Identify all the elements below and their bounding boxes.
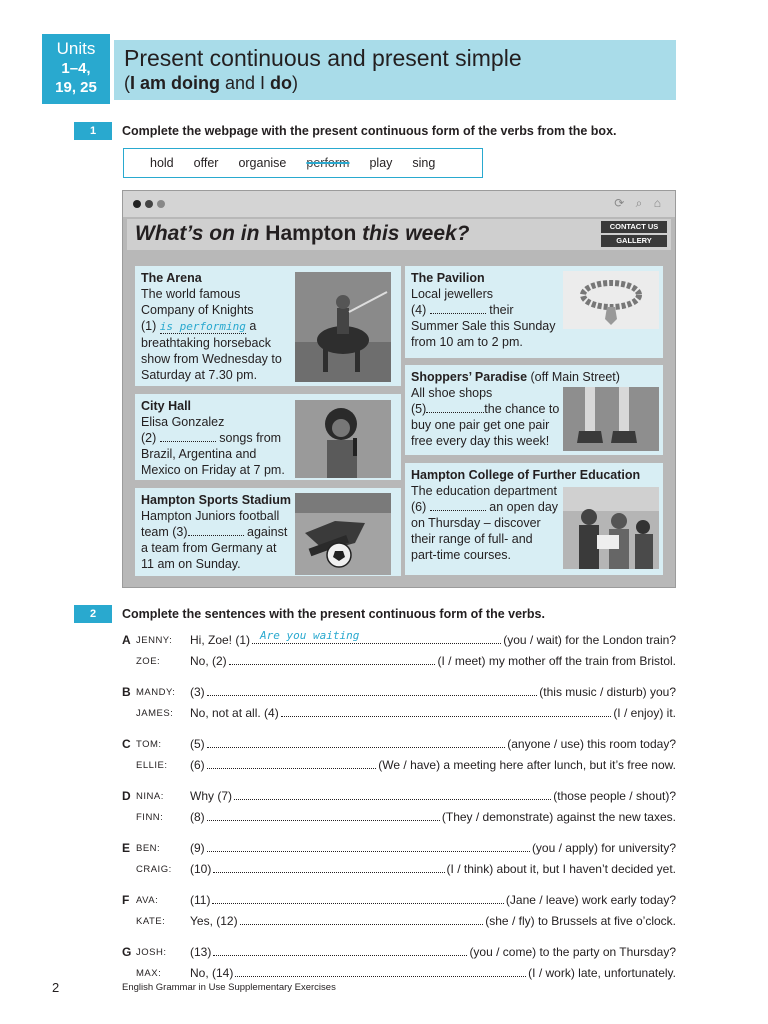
college-text: their range of full- and bbox=[411, 532, 533, 546]
verb-cue: (anyone / use) this room today? bbox=[507, 737, 676, 751]
arena-text: a bbox=[249, 319, 257, 333]
speaker-name: JOSH: bbox=[136, 947, 167, 958]
window-dot-icon bbox=[133, 200, 141, 208]
verb-box bbox=[123, 148, 483, 178]
subtitle-close: ) bbox=[292, 73, 299, 93]
gap-number: (2) bbox=[141, 431, 157, 445]
verb-hold: hold bbox=[150, 156, 174, 170]
answer-blank bbox=[430, 501, 486, 511]
dialogue-letter: A bbox=[122, 633, 131, 647]
sentence-start: No, (2) bbox=[190, 654, 227, 668]
shoppers-location: (off Main Street) bbox=[530, 370, 620, 384]
dialogue-letter: E bbox=[122, 841, 131, 855]
webpage-header bbox=[127, 219, 671, 250]
verb-cue: (They / demonstrate) against the new taxes. bbox=[441, 810, 676, 824]
college-text: The education department bbox=[411, 484, 557, 498]
speaker-name: ELLIE: bbox=[136, 760, 168, 771]
answer-blank bbox=[207, 757, 377, 769]
speaker-name: AVA: bbox=[136, 895, 159, 906]
sentence-start: Hi, Zoe! (1) bbox=[190, 633, 251, 647]
dialogue-letter: C bbox=[122, 737, 131, 751]
sentence bbox=[190, 809, 676, 824]
dialogue-letter: B bbox=[122, 685, 131, 699]
speaker-name: KATE: bbox=[136, 916, 166, 927]
browser-toolbar bbox=[123, 191, 675, 217]
dialogue-line bbox=[122, 913, 678, 934]
speaker-name: JENNY: bbox=[136, 635, 173, 646]
units-range-2: 19, 25 bbox=[55, 79, 97, 96]
dialogue-line bbox=[122, 788, 678, 809]
stadium-title: Hampton Sports Stadium bbox=[141, 493, 292, 507]
sentence-start: (3) bbox=[190, 685, 205, 699]
webpage-headline bbox=[135, 222, 470, 246]
page-subtitle bbox=[124, 72, 676, 94]
subtitle-bold-1: I am doing bbox=[130, 73, 220, 93]
stadium-text: a team from Germany at bbox=[141, 541, 277, 555]
example-answer: Are you waiting bbox=[260, 629, 360, 642]
verb-cue: (I / meet) my mother off the train from Bristol. bbox=[437, 654, 676, 668]
dialogue-line bbox=[122, 653, 678, 674]
gap-number: team (3) bbox=[141, 525, 188, 539]
sentence-start: (10) bbox=[190, 862, 212, 876]
verb-cue: (she / fly) to Brussels at five o’clock. bbox=[485, 914, 676, 928]
gap-number: (5) bbox=[411, 402, 427, 416]
dialogue-line bbox=[122, 684, 678, 705]
answer-blank bbox=[212, 892, 503, 904]
exercise-1-instruction: Complete the webpage with the present continuous form of the verbs from the box. bbox=[122, 124, 617, 138]
speaker-name: CRAIG: bbox=[136, 864, 172, 875]
shoppers-text: All shoe shops bbox=[411, 386, 493, 400]
speaker-name: FINN: bbox=[136, 812, 164, 823]
answer-blank bbox=[207, 736, 506, 748]
contact-us-button[interactable]: CONTACT US bbox=[601, 221, 667, 233]
city-hall-text: Elisa Gonzalez bbox=[141, 415, 225, 429]
exercise-2-number: 2 bbox=[74, 605, 112, 623]
sentence bbox=[190, 757, 676, 772]
shoppers-text: the chance to bbox=[484, 402, 560, 416]
page-title-bar bbox=[114, 40, 676, 100]
city-hall-title: City Hall bbox=[141, 399, 192, 413]
pavilion-text: Local jewellers bbox=[411, 287, 493, 301]
football-photo bbox=[295, 493, 391, 575]
sentence-start: (8) bbox=[190, 810, 205, 824]
units-label: Units bbox=[56, 39, 96, 58]
speaker-name: BEN: bbox=[136, 843, 161, 854]
speaker-name: JAMES: bbox=[136, 708, 174, 719]
arena-text: show from Wednesday to bbox=[141, 352, 282, 366]
answer-blank bbox=[207, 840, 530, 852]
city-hall-text: songs from bbox=[219, 431, 282, 445]
arena-text: Company of Knights bbox=[141, 303, 254, 317]
pavilion-text: Summer Sale this Sunday bbox=[411, 319, 556, 333]
verb-organise: organise bbox=[238, 156, 287, 170]
college-text: on Thursday – discover bbox=[411, 516, 541, 530]
sentence bbox=[190, 861, 676, 876]
answer-blank bbox=[234, 788, 551, 800]
webpage-mockup bbox=[122, 190, 676, 588]
shoppers-title-line bbox=[411, 369, 657, 385]
answer-blank bbox=[213, 861, 444, 873]
dialogue-line bbox=[122, 736, 678, 757]
units-badge bbox=[42, 34, 110, 104]
verb-sing: sing bbox=[412, 156, 436, 170]
answer-blank bbox=[207, 809, 440, 821]
dialogue-line bbox=[122, 840, 678, 861]
browser-nav-icons: ⟳ ⌕ ⌂ bbox=[614, 196, 665, 210]
sentence bbox=[190, 736, 676, 751]
sentence-start: Yes, (12) bbox=[190, 914, 238, 928]
sentence bbox=[190, 629, 676, 647]
arena-title: The Arena bbox=[141, 271, 202, 285]
dialogue-letter: D bbox=[122, 789, 131, 803]
bracelet-photo bbox=[563, 271, 659, 329]
speaker-name: TOM: bbox=[136, 739, 162, 750]
dialogue-line bbox=[122, 861, 678, 882]
sentence-start: No, not at all. (4) bbox=[190, 706, 279, 720]
gap-number: (6) bbox=[411, 500, 427, 514]
city-hall-text: Mexico on Friday at 7 pm. bbox=[141, 463, 285, 477]
answer-blank bbox=[229, 653, 436, 665]
answer-blank bbox=[430, 304, 486, 314]
verb-offer: offer bbox=[193, 156, 219, 170]
stadium-text: 11 am on Sunday. bbox=[141, 557, 241, 571]
college-text: an open day bbox=[489, 500, 559, 514]
verb-cue: (I / enjoy) it. bbox=[613, 706, 676, 720]
sentence-start: (13) bbox=[190, 945, 212, 959]
college-title: Hampton College of Further Education bbox=[411, 468, 641, 482]
arena-text: breathtaking horseback bbox=[141, 336, 271, 350]
sentence bbox=[190, 684, 676, 699]
verb-cue: (this music / disturb) you? bbox=[539, 685, 676, 699]
dialogue-line bbox=[122, 757, 678, 778]
stadium-text: against bbox=[247, 525, 288, 539]
answer-blank bbox=[235, 965, 526, 977]
exercise-1-number: 1 bbox=[74, 122, 112, 140]
dialogue-letter: G bbox=[122, 945, 132, 959]
pavilion-text: their bbox=[489, 303, 514, 317]
pavilion-title: The Pavilion bbox=[411, 271, 485, 285]
headline-part-2: Hampton bbox=[265, 222, 357, 245]
college-text: part-time courses. bbox=[411, 548, 512, 562]
verb-cue: (Jane / leave) work early today? bbox=[505, 893, 676, 907]
sentence-start: (9) bbox=[190, 841, 205, 855]
page-title: Present continuous and present simple bbox=[124, 45, 522, 71]
answer-blank bbox=[188, 526, 244, 536]
verb-cue: (I / think) about it, but I haven’t decided yet. bbox=[446, 862, 676, 876]
sentence bbox=[190, 913, 676, 928]
city-hall-text: Brazil, Argentina and bbox=[141, 447, 257, 461]
sentence bbox=[190, 944, 676, 959]
exercise-2-instruction: Complete the sentences with the present continuous form of the verbs. bbox=[122, 607, 545, 621]
shoppers-text: free every day this week! bbox=[411, 434, 550, 448]
headline-part-1: What’s on in bbox=[135, 222, 260, 245]
dialogue-line bbox=[122, 944, 678, 965]
book-title: English Grammar in Use Supplementary Exercises bbox=[122, 982, 336, 993]
speaker-name: MAX: bbox=[136, 968, 162, 979]
sentence bbox=[190, 788, 676, 803]
example-answer: is performing bbox=[159, 320, 246, 333]
sentence bbox=[190, 892, 676, 907]
verb-play: play bbox=[369, 156, 393, 170]
stadium-text: Hampton Juniors football bbox=[141, 509, 280, 523]
page-number: 2 bbox=[52, 980, 60, 995]
verb-cue: (you / come) to the party on Thursday? bbox=[469, 945, 676, 959]
gap-number: (4) bbox=[411, 303, 427, 317]
sentence-start: (5) bbox=[190, 737, 205, 751]
dialogue-line bbox=[122, 809, 678, 830]
subtitle-open: ( bbox=[124, 73, 130, 93]
answer-blank bbox=[426, 403, 484, 413]
sentence bbox=[190, 840, 676, 855]
shoes-photo bbox=[563, 387, 659, 451]
verb-cue: (you / wait) for the London train? bbox=[503, 633, 676, 647]
sentence-start: (6) bbox=[190, 758, 205, 772]
answer-blank bbox=[252, 629, 501, 644]
sentence-start: Why (7) bbox=[190, 789, 232, 803]
shoppers-text: buy one pair get one pair bbox=[411, 418, 550, 432]
speaker-name: ZOE: bbox=[136, 656, 161, 667]
sentence-start: No, (14) bbox=[190, 966, 234, 980]
gallery-button[interactable]: GALLERY bbox=[601, 235, 667, 247]
window-dot-icon bbox=[157, 200, 165, 208]
answer-blank bbox=[240, 913, 484, 925]
speaker-name: NINA: bbox=[136, 791, 164, 802]
dialogue-line bbox=[122, 892, 678, 913]
verb-cue: (I / work) late, unfortunately. bbox=[528, 966, 676, 980]
gap-number: (1) bbox=[141, 319, 157, 333]
knight-horse-photo bbox=[295, 272, 391, 382]
verb-cue: (We / have) a meeting here after lunch, but it’s free now. bbox=[378, 758, 676, 772]
answer-blank bbox=[160, 432, 216, 442]
dialogue-line bbox=[122, 705, 678, 726]
answer-blank bbox=[281, 705, 612, 717]
subtitle-bold-2: do bbox=[270, 73, 293, 93]
students-photo bbox=[563, 487, 659, 569]
dialogue-letter: F bbox=[122, 893, 130, 907]
arena-text: Saturday at 7.30 pm. bbox=[141, 368, 258, 382]
answer-blank bbox=[207, 684, 538, 696]
singer-photo bbox=[295, 400, 391, 478]
units-range-1: 1–4, bbox=[61, 60, 91, 77]
arena-text: The world famous bbox=[141, 287, 241, 301]
verb-perform: perform bbox=[306, 156, 350, 170]
subtitle-and: and I bbox=[220, 73, 271, 93]
shoppers-title: Shoppers’ Paradise bbox=[411, 370, 528, 384]
sentence-start: (11) bbox=[190, 893, 211, 907]
sentence bbox=[190, 705, 676, 720]
verb-cue: (you / apply) for university? bbox=[531, 841, 676, 855]
dialogue-exercises bbox=[122, 629, 678, 986]
sentence bbox=[190, 965, 676, 980]
window-dot-icon bbox=[145, 200, 153, 208]
sentence bbox=[190, 653, 676, 668]
answer-blank bbox=[213, 944, 467, 956]
speaker-name: MANDY: bbox=[136, 687, 176, 698]
pavilion-text: from 10 am to 2 pm. bbox=[411, 335, 523, 349]
headline-part-3: this week? bbox=[362, 222, 470, 245]
dialogue-line bbox=[122, 629, 678, 653]
verb-cue: (those people / shout)? bbox=[553, 789, 676, 803]
